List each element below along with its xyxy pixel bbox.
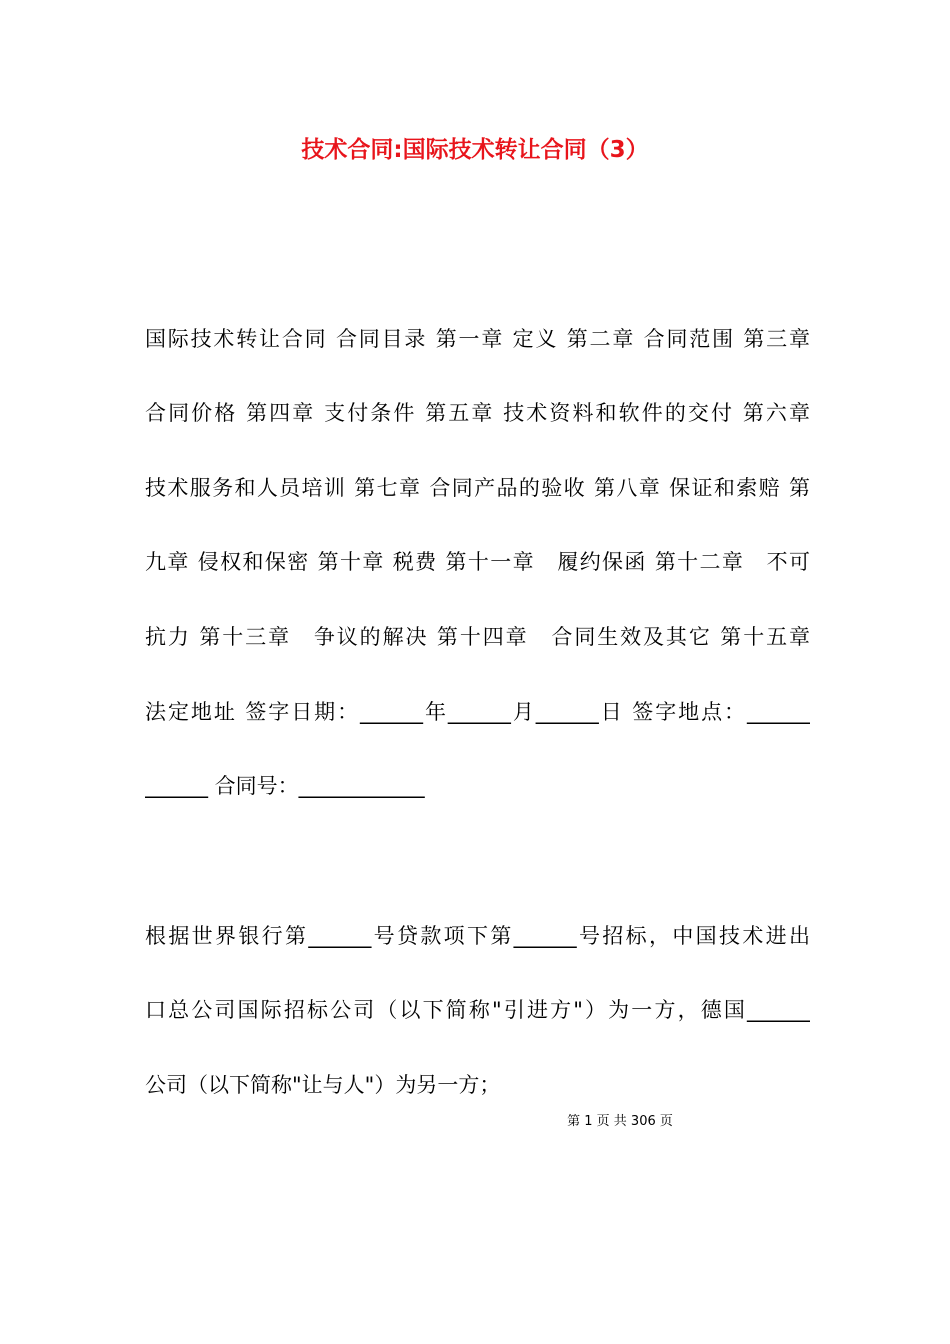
body-line: ______ 合同号：____________ [145, 774, 425, 798]
body-line: 公司（以下简称"让与人"）为另一方； [145, 1073, 501, 1097]
document-title: 技术合同:国际技术转让合同（3） [301, 137, 649, 163]
body-line: 技术服务和人员培训 第七章 合同产品的验收 第八章 保证和索赔 第 [145, 476, 810, 500]
body-line: 根据世界银行第______号贷款项下第______号招标，中国技术进出 [145, 924, 810, 948]
body-line: 九章 侵权和保密 第十章 税费 第十一章 履约保函 第十二章 不可 [145, 550, 810, 574]
body-line: 合同价格 第四章 支付条件 第五章 技术资料和软件的交付 第六章 [145, 401, 810, 425]
body-line: 口总公司国际招标公司（以下简称"引进方"）为一方，德国______ [145, 998, 810, 1022]
body-line: 抗力 第十三章 争议的解决 第十四章 合同生效及其它 第十五章 [145, 625, 810, 649]
page-number-footer: 第 1 页 共 306 页 [567, 1114, 673, 1129]
body-line: 国际技术转让合同 合同目录 第一章 定义 第二章 合同范围 第三章 [145, 327, 810, 351]
body-line: 法定地址 签字日期：______年______月______日 签字地点：______ [145, 700, 810, 724]
